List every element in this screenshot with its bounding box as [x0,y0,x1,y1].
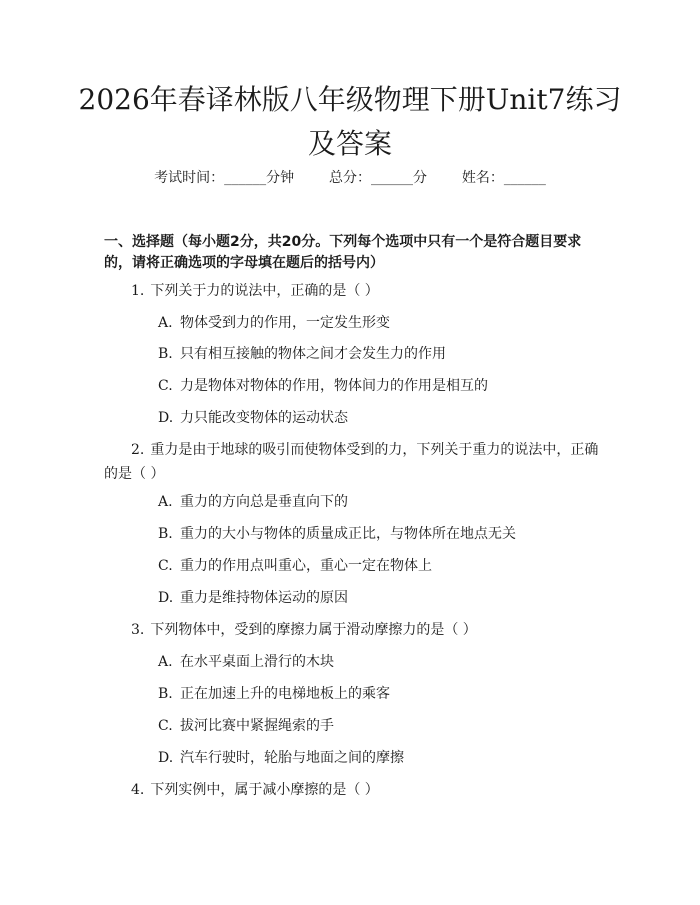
option-text: 正在加速上升的电梯地板上的乘客 [180,686,390,702]
name-blank: ______ [503,170,546,186]
option-letter: A. [158,494,173,510]
score-label: 总分： [329,170,371,186]
option-letter: A. [158,315,173,331]
question-3 [104,618,604,642]
question-text: 重力是由于地球的吸引而使物体受到的力，下列关于重力的说法中，正确的是（ ） [104,442,599,482]
time-unit: 分钟 [266,170,295,186]
option-1d [158,406,598,430]
option-3d [158,746,598,770]
option-letter: D. [158,750,174,766]
option-2d [158,586,598,610]
question-1 [104,279,604,303]
option-letter: D. [158,410,174,426]
option-letter: A. [158,654,173,670]
option-3b [158,682,598,706]
option-text: 力只能改变物体的运动状态 [180,410,348,426]
option-2c [158,554,598,578]
option-text: 力是物体对物体的作用，物体间力的作用是相互的 [180,378,488,394]
option-1b [158,342,598,366]
question-text: 下列实例中，属于减小摩擦的是（ ） [150,782,379,798]
option-text: 物体受到力的作用，一定发生形变 [180,315,390,331]
question-text: 下列物体中，受到的摩擦力属于滑动摩擦力的是（ ） [150,622,477,638]
option-1a [158,311,598,335]
option-letter: D. [158,590,174,606]
option-2a [158,490,598,514]
option-text: 重力是维持物体运动的原因 [180,590,348,606]
time-label: 考试时间： [154,170,225,186]
option-letter: C. [158,378,173,394]
option-text: 重力的作用点叫重心，重心一定在物体上 [180,558,432,574]
question-2 [104,438,604,486]
time-blank: ______ [224,170,267,186]
option-text: 只有相互接触的物体之间才会发生力的作用 [180,346,446,362]
question-number: 4. [131,782,145,798]
question-4 [104,778,604,802]
name-label: 姓名： [461,170,504,186]
option-2b [158,522,598,546]
option-letter: C. [158,558,173,574]
page-title: 2026年春译林版八年级物理下册Unit7练习及答案 [78,83,622,160]
option-letter: B. [158,526,173,542]
option-text: 重力的大小与物体的质量成正比，与物体所在地点无关 [180,526,516,542]
option-letter: B. [158,686,173,702]
question-number: 1. [131,283,145,299]
option-text: 重力的方向总是垂直向下的 [180,494,348,510]
option-3a [158,650,598,674]
exam-info-line [0,168,700,188]
score-blank: ______ [371,170,413,186]
section-heading: 一、选择题（每小题2分，共20分。下列每个选项中只有一个是符合题目要求的，请将正确选项的字母填在题后的括号内） [104,234,582,271]
option-text: 在水平桌面上滑行的木块 [180,654,334,670]
question-text: 下列关于力的说法中，正确的是（ ） [150,283,379,299]
option-text: 汽车行驶时，轮胎与地面之间的摩擦 [180,750,404,766]
option-3c [158,714,598,738]
score-unit: 分 [413,170,427,186]
option-letter: B. [158,346,173,362]
question-number: 2. [131,442,145,458]
question-number: 3. [131,622,145,638]
option-1c [158,374,598,398]
option-text: 拔河比赛中紧握绳索的手 [180,718,334,734]
option-letter: C. [158,718,173,734]
